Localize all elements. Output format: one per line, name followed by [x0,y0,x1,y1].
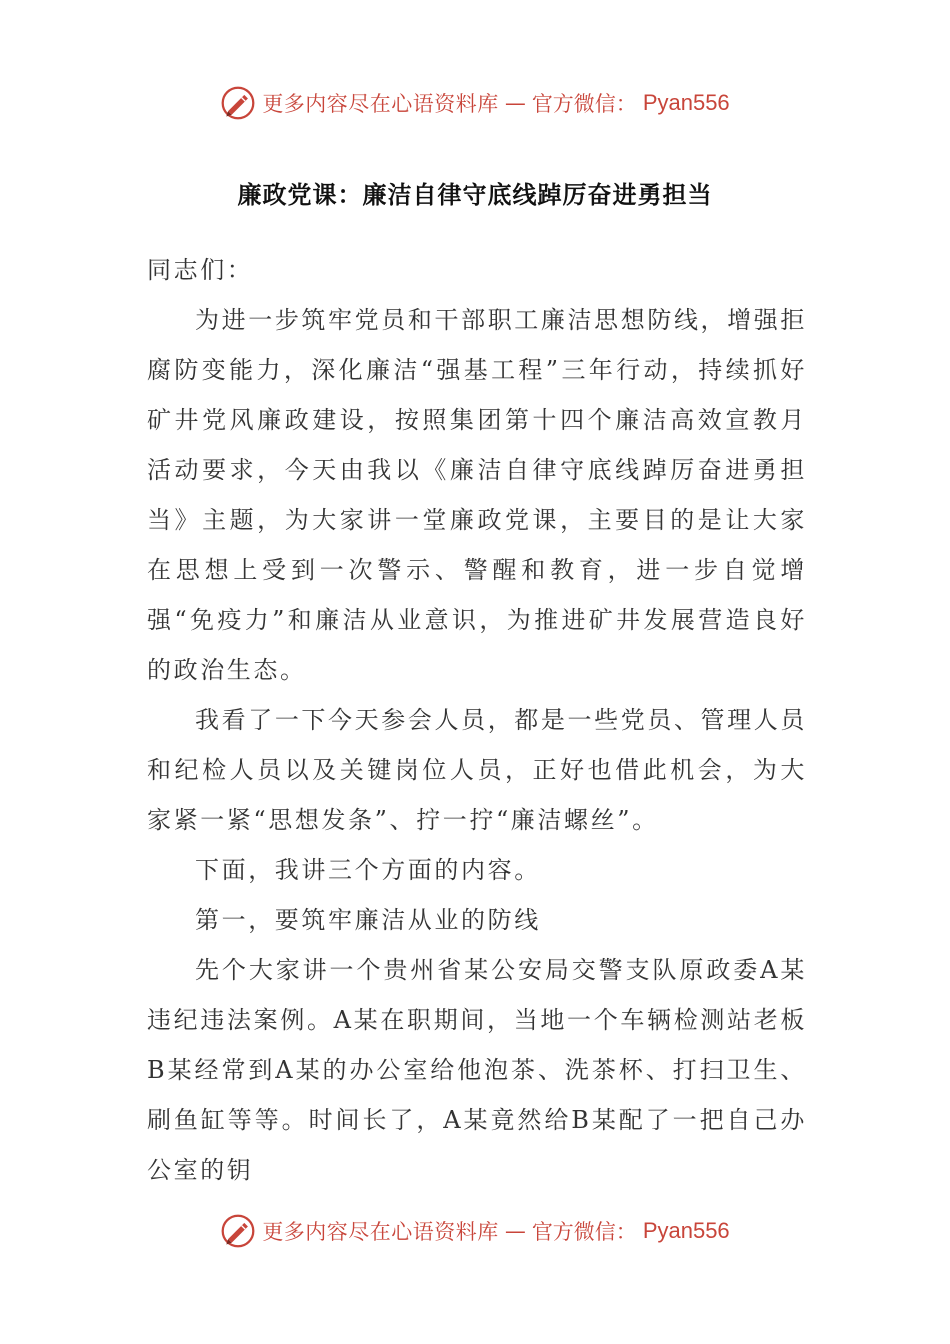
document-title: 廉政党课：廉洁自律守底线踔厉奋进勇担当 [237,181,713,209]
banner-separator: — [504,91,526,115]
banner-slogan: 更多内容尽在心语资料库 [262,1220,499,1244]
paragraph-intro: 为进一步筑牢党员和干部职工廉洁思想防线，增强拒腐防变能力，深化廉洁“强基工程”三年行动，持续抓好矿井党风廉政建设，按照集团第十四个廉洁高效宣教月活动要求，今天由我以《廉洁自律守底线踔厉奋进勇担当》主题，为大家讲一堂廉政党课，主要目的是让大家在思想上受到一次警示、警醒和教育，进一步自觉增强“免疫力”和廉洁从业意识，为推进矿井发展营造良好的政治生态。 [147,306,807,684]
banner-wechat-id: Pyan556 [642,1218,730,1243]
document-body [147,245,807,1195]
banner-separator: — [504,1219,526,1243]
header-banner [0,78,950,128]
banner-wechat-id: Pyan556 [642,90,730,115]
banner-slogan: 更多内容尽在心语资料库 [262,92,499,116]
salutation: 同志们： [147,256,254,284]
paragraph-attendees: 我看了一下今天参会人员，都是一些党员、管理人员和纪检人员以及关键岗位人员，正好也借此机会，为大家紧一紧“思想发条”、拧一拧“廉洁螺丝”。 [147,706,807,834]
pen-logo-icon [220,1213,256,1249]
footer-banner [0,1206,950,1256]
section-heading-first: 第一，要筑牢廉洁从业的防线 [195,906,541,934]
banner-wechat-label: 官方微信： [531,1220,637,1244]
pen-logo-icon [220,85,256,121]
banner-wechat-label: 官方微信： [531,92,637,116]
paragraph-case: 先个大家讲一个贵州省某公安局交警支队原政委A某违纪违法案例。A某在职期间，当地一个车辆检测站老板B某经常到A某的办公室给他泡茶、洗茶杯、打扫卫生、刷鱼缸等等。时间长了，A某竟然给B某配了一把自己办公室的钥 [147,956,807,1184]
paragraph-outline: 下面，我讲三个方面的内容。 [195,856,541,884]
